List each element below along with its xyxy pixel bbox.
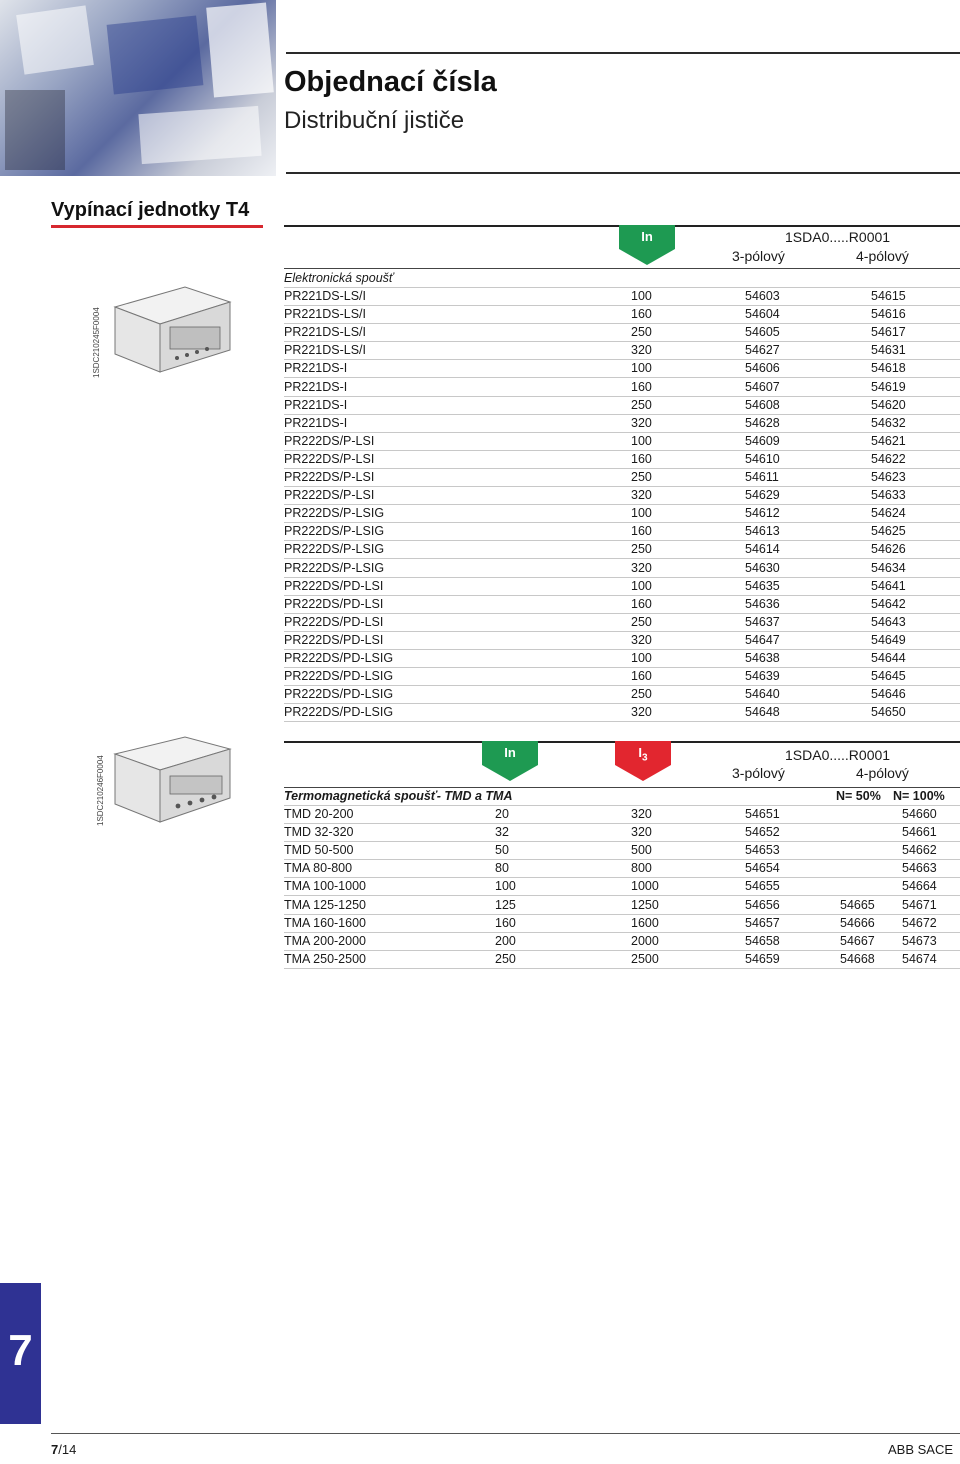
section-title: Vypínací jednotky T4 <box>51 199 250 221</box>
code-4-pole: 54626 <box>871 542 906 557</box>
instantaneous-trip: 500 <box>631 843 652 858</box>
code-3-pole: 54606 <box>745 361 780 376</box>
table-row <box>284 323 960 342</box>
code-4-pole-n100: 54661 <box>902 825 937 840</box>
title-rule-top <box>286 52 960 54</box>
code-4-pole: 54616 <box>871 307 906 322</box>
trip-unit-name: PR221DS-LS/I <box>284 289 366 303</box>
trip-unit-name: TMA 250-2500 <box>284 951 366 966</box>
code-4-pole: 54623 <box>871 470 906 484</box>
table-row <box>284 932 960 951</box>
rated-current: 50 <box>495 843 509 858</box>
trip-unit-name: TMD 50-500 <box>284 843 354 858</box>
instantaneous-trip: 320 <box>631 807 652 821</box>
rated-current: 320 <box>631 705 652 720</box>
code-4-pole: 54618 <box>871 361 906 376</box>
rated-current: 250 <box>631 397 652 412</box>
rated-current: 20 <box>495 807 509 821</box>
rated-current: 100 <box>631 506 652 521</box>
rated-current: 320 <box>631 415 652 430</box>
table-row <box>284 631 960 650</box>
rated-current: 250 <box>631 687 652 702</box>
code-4-pole-n100: 54662 <box>902 843 937 858</box>
code-3-pole: 54658 <box>745 933 780 948</box>
trip-unit-name: TMD 20-200 <box>284 807 354 821</box>
footer-rule <box>51 1433 960 1434</box>
table-row <box>284 613 960 632</box>
col-4-pole-2: 4-pólový <box>856 765 909 781</box>
order-code-prefix-2: 1SDA0.....R0001 <box>785 747 891 763</box>
code-3-pole: 54656 <box>745 897 780 912</box>
trip-unit-name: PR222DS/PD-LSIG <box>284 705 394 720</box>
trip-unit-name: PR222DS/PD-LSIG <box>284 669 394 684</box>
table-row <box>284 685 960 704</box>
trip-unit-name: PR221DS-I <box>284 397 348 412</box>
table-row <box>284 414 960 433</box>
instantaneous-trip: 1000 <box>631 879 659 894</box>
rated-current: 160 <box>631 307 652 322</box>
trip-unit-name: PR222DS/P-LSI <box>284 488 375 503</box>
code-3-pole: 54627 <box>745 343 780 358</box>
code-3-pole: 54612 <box>745 506 780 521</box>
code-3-pole: 54636 <box>745 596 780 611</box>
rated-current: 160 <box>495 915 516 930</box>
i3-subscript: 3 <box>642 752 648 764</box>
rated-current: 80 <box>495 861 509 876</box>
table-row <box>284 950 960 969</box>
code-4-pole: 54643 <box>871 614 906 629</box>
trip-unit-name: TMA 100-1000 <box>284 879 366 894</box>
trip-unit-name: PR222DS/PD-LSI <box>284 632 384 647</box>
table-row <box>284 877 960 896</box>
rated-current: 250 <box>631 542 652 557</box>
code-4-pole: 54622 <box>871 451 906 466</box>
code-4-pole: 54641 <box>871 578 906 593</box>
instantaneous-trip: 2000 <box>631 933 659 948</box>
code-4-pole: 54620 <box>871 397 906 412</box>
n100-header: N= 100% <box>893 789 945 803</box>
code-3-pole: 54651 <box>745 807 780 821</box>
code-3-pole: 54608 <box>745 397 780 412</box>
group-row <box>284 269 960 288</box>
code-4-pole: 54644 <box>871 651 906 665</box>
rated-current: 320 <box>631 632 652 647</box>
table-row <box>284 559 960 578</box>
rated-current: 32 <box>495 825 509 840</box>
rated-current: 100 <box>631 651 652 665</box>
trip-unit-name: PR221DS-I <box>284 379 348 394</box>
code-3-pole: 54614 <box>745 542 780 557</box>
table-row <box>284 859 960 878</box>
rated-current: 250 <box>631 470 652 484</box>
trip-unit-name: TMA 200-2000 <box>284 933 366 948</box>
trip-unit-name: TMA 125-1250 <box>284 897 366 912</box>
rated-current: 100 <box>631 289 652 303</box>
code-4-pole: 54649 <box>871 632 906 647</box>
rated-current: 100 <box>631 578 652 593</box>
table-row <box>284 287 960 306</box>
trip-unit-name: PR221DS-LS/I <box>284 307 366 322</box>
code-4-pole: 54621 <box>871 433 906 448</box>
table-row <box>284 896 960 915</box>
code-4-pole-n100: 54663 <box>902 861 937 876</box>
image-code-1: 1SDC210245F0004 <box>92 307 101 378</box>
table-row <box>284 703 960 722</box>
instantaneous-trip: 1250 <box>631 897 659 912</box>
trip-unit-name: PR222DS/PD-LSIG <box>284 651 394 665</box>
trip-units-thermomagnetic-table <box>284 741 960 971</box>
group-label-2: Termomagnetická spoušť- TMD a TMA <box>284 789 513 803</box>
code-4-pole: 54631 <box>871 343 906 358</box>
in-badge <box>619 225 675 261</box>
table-row <box>284 823 960 842</box>
trip-unit-name: PR222DS/P-LSIG <box>284 506 385 521</box>
trip-unit-name: PR222DS/P-LSIG <box>284 560 385 575</box>
rated-current: 100 <box>495 879 516 894</box>
rated-current: 320 <box>631 560 652 575</box>
code-4-pole: 54625 <box>871 524 906 539</box>
rated-current: 100 <box>631 361 652 376</box>
table-row <box>284 805 960 824</box>
page-title: Objednací čísla <box>284 66 497 98</box>
code-3-pole: 54611 <box>745 470 779 484</box>
table-row <box>284 914 960 933</box>
table-row <box>284 841 960 860</box>
page-subtitle: Distribuční jističe <box>284 107 465 134</box>
table-row <box>284 396 960 415</box>
table-row <box>284 450 960 469</box>
code-3-pole: 54655 <box>745 879 780 894</box>
page-number-current: 7 <box>51 1442 59 1457</box>
code-4-pole-n100: 54671 <box>902 897 937 912</box>
code-3-pole: 54604 <box>745 307 780 322</box>
code-4-pole: 54617 <box>871 325 906 340</box>
page-number-total: /14 <box>58 1442 77 1457</box>
trip-unit-name: PR221DS-I <box>284 361 348 376</box>
code-3-pole: 54657 <box>745 915 780 930</box>
col-3-pole: 3-pólový <box>732 248 785 264</box>
in-badge-2 <box>482 741 538 777</box>
group-label: Elektronická spoušť <box>284 271 394 285</box>
code-3-pole: 54640 <box>745 687 780 702</box>
instantaneous-trip: 2500 <box>631 951 659 966</box>
trip-unit-name: PR221DS-LS/I <box>284 343 366 358</box>
title-rule-bottom <box>286 172 960 174</box>
trip-unit-name: PR222DS/PD-LSIG <box>284 687 394 702</box>
n50-header: N= 50% <box>836 789 881 803</box>
code-3-pole: 54654 <box>745 861 780 876</box>
rated-current: 160 <box>631 669 652 684</box>
rated-current: 320 <box>631 343 652 358</box>
rated-current: 160 <box>631 524 652 539</box>
trip-unit-name: PR222DS/P-LSIG <box>284 524 385 539</box>
rated-current: 160 <box>631 379 652 394</box>
brand-name: ABB SACE <box>888 1442 954 1457</box>
col-3-pole-2: 3-pólový <box>732 765 785 781</box>
code-4-pole: 54632 <box>871 415 906 430</box>
code-3-pole: 54609 <box>745 433 780 448</box>
code-4-pole-n100: 54673 <box>902 933 937 948</box>
code-4-pole-n50: 54668 <box>840 951 875 966</box>
code-3-pole: 54635 <box>745 578 780 593</box>
trip-units-electronic-table <box>284 225 960 725</box>
rated-current: 320 <box>631 488 652 503</box>
code-3-pole: 54605 <box>745 325 780 340</box>
trip-unit-name: PR222DS/P-LSI <box>284 451 375 466</box>
section-underline <box>51 225 263 228</box>
table-row <box>284 522 960 541</box>
code-3-pole: 54639 <box>745 669 780 684</box>
in-badge-2-label: In <box>504 745 516 760</box>
group-row-2 <box>284 787 960 806</box>
trip-unit-name: TMA 160-1600 <box>284 915 366 930</box>
code-3-pole: 54648 <box>745 705 780 720</box>
rated-current: 100 <box>631 433 652 448</box>
trip-unit-name: TMA 80-800 <box>284 861 353 876</box>
rated-current: 125 <box>495 897 516 912</box>
rated-current: 250 <box>631 325 652 340</box>
trip-unit-name: PR221DS-I <box>284 415 348 430</box>
code-3-pole: 54653 <box>745 843 780 858</box>
header-photo <box>0 0 276 176</box>
code-3-pole: 54613 <box>745 524 780 539</box>
code-3-pole: 54652 <box>745 825 780 840</box>
rated-current: 250 <box>631 614 652 629</box>
code-3-pole: 54637 <box>745 614 780 629</box>
trip-unit-name: PR222DS/P-LSIG <box>284 542 385 557</box>
image-code-2: 1SDC210246F0004 <box>96 755 105 826</box>
code-3-pole: 54628 <box>745 415 780 430</box>
code-3-pole: 54638 <box>745 651 780 665</box>
code-4-pole: 54634 <box>871 560 906 575</box>
code-4-pole: 54646 <box>871 687 906 702</box>
table-row <box>284 667 960 686</box>
code-4-pole-n50: 54666 <box>840 915 875 930</box>
col-4-pole: 4-pólový <box>856 248 909 264</box>
code-4-pole: 54650 <box>871 705 906 720</box>
rated-current: 160 <box>631 596 652 611</box>
code-4-pole: 54642 <box>871 596 906 611</box>
code-4-pole-n100: 54664 <box>902 879 937 894</box>
code-3-pole: 54603 <box>745 289 780 303</box>
code-4-pole-n100: 54660 <box>902 807 937 821</box>
rated-current: 160 <box>631 451 652 466</box>
table-row <box>284 577 960 596</box>
i3-badge-label <box>615 745 671 764</box>
table-row <box>284 305 960 324</box>
instantaneous-trip: 1600 <box>631 915 659 930</box>
code-3-pole: 54629 <box>745 488 780 503</box>
code-4-pole: 54645 <box>871 669 906 684</box>
trip-unit-name: PR222DS/PD-LSI <box>284 578 384 593</box>
trip-unit-name: PR222DS/P-LSI <box>284 433 375 448</box>
table-row <box>284 378 960 397</box>
code-4-pole: 54619 <box>871 379 906 394</box>
table-row <box>284 486 960 505</box>
table-row <box>284 341 960 360</box>
code-4-pole-n100: 54672 <box>902 915 937 930</box>
code-4-pole: 54615 <box>871 289 906 303</box>
code-3-pole: 54610 <box>745 451 780 466</box>
order-code-prefix: 1SDA0.....R0001 <box>785 229 891 245</box>
instantaneous-trip: 800 <box>631 861 652 876</box>
code-4-pole-n100: 54674 <box>902 951 937 966</box>
code-3-pole: 54607 <box>745 379 780 394</box>
code-4-pole-n50: 54665 <box>840 897 875 912</box>
trip-unit-name: PR222DS/PD-LSI <box>284 614 384 629</box>
page-number <box>51 1442 76 1457</box>
table-row <box>284 595 960 614</box>
i3-letter: I <box>638 745 643 760</box>
trip-unit-name: TMD 32-320 <box>284 825 354 840</box>
table-row <box>284 540 960 559</box>
code-4-pole-n50: 54667 <box>840 933 875 948</box>
table-row <box>284 504 960 523</box>
code-3-pole: 54647 <box>745 632 780 647</box>
trip-unit-image-1 <box>105 282 235 377</box>
in-badge-label: In <box>641 229 653 244</box>
table-row <box>284 432 960 451</box>
code-3-pole: 54659 <box>745 951 780 966</box>
rated-current: 200 <box>495 933 516 948</box>
table-row <box>284 468 960 487</box>
code-3-pole: 54630 <box>745 560 780 575</box>
trip-unit-image-2 <box>110 734 235 829</box>
table-row <box>284 359 960 378</box>
instantaneous-trip: 320 <box>631 825 652 840</box>
chapter-tab-number: 7 <box>8 1326 33 1375</box>
trip-unit-name: PR221DS-LS/I <box>284 325 366 340</box>
code-4-pole: 54624 <box>871 506 906 521</box>
rated-current: 250 <box>495 951 516 966</box>
code-4-pole: 54633 <box>871 488 906 503</box>
trip-unit-name: PR222DS/P-LSI <box>284 470 375 484</box>
trip-unit-name: PR222DS/PD-LSI <box>284 596 384 611</box>
table-row <box>284 649 960 668</box>
i3-badge <box>615 741 671 777</box>
